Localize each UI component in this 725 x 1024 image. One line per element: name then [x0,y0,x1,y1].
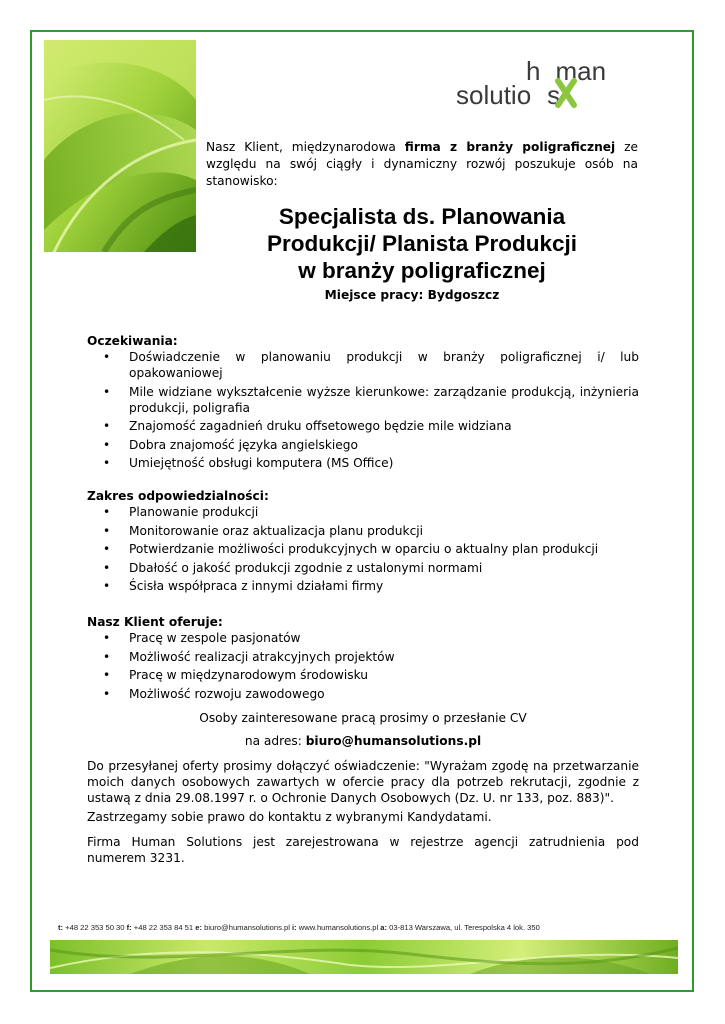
bullet-icon: • [103,631,111,645]
list-item: • Doświadczenie w planowaniu produkcji w branży poligraficznej i/ lub opakowaniowej [103,350,639,380]
footer-phone: +48 22 353 50 30 [63,923,127,932]
apply-instruction: Osoby zainteresowane pracą prosimy o przesłanie CV [199,711,527,725]
list-item: • Znajomość zagadnień druku offsetowego będzie mile widziana [103,419,512,433]
footer-fax: +48 22 353 84 51 [131,923,196,932]
logo-text-solutio: solutio [456,80,532,110]
reserve-paragraph: Zastrzegamy sobie prawo do kontaktu z wybranymi Kandydatami. [87,810,492,824]
list-item: • Dbałość o jakość produkcji zgodnie z ustalonymi normami [103,560,483,575]
job-title [206,203,638,284]
bullet-icon: • [103,523,111,538]
logo-text-s: s [547,80,561,110]
job-title-line-3: w branży poligraficznej [298,258,546,283]
logo-text-h: h [526,56,541,86]
company-logo [456,56,646,116]
apply-address: na adres: biuro@humansolutions.pl [244,734,482,748]
list-item: • Potwierdzanie możliwości produkcyjnych w oparciu o aktualny plan produkcji [103,542,599,556]
list-item: • Ścisła współpraca z innymi działami firmy [103,579,384,593]
footer-address: 03-813 Warszawa, ul. Terespolska 4 lok. 350 [387,923,540,932]
email-link[interactable]: biuro@humansolutions.pl [305,734,482,748]
responsibilities-heading: Zakres odpowiedzialności: [87,489,269,503]
bullet-icon: • [103,505,111,519]
footer-contact: t: +48 22 353 50 30 f: +48 22 353 84 51 e: biuro@humansolutions.pl i: www.humansolutions.pl a: 03-813 Warszawa, ul. Terespolska 4 lok. 350 [58,923,540,932]
offer-list [87,630,639,702]
footer-website[interactable]: www.humansolutions.pl [296,923,381,932]
footer-email[interactable]: biuro@humansolutions.pl [202,923,293,932]
job-title-line-2: Produkcji/ Planista Produkcji [266,231,578,256]
leaf-photo [44,40,196,252]
bullet-icon: • [103,350,111,364]
bullet-icon: • [103,437,111,452]
consent-paragraph: Do przesyłanej oferty prosimy dołączyć oświadczenie: "Wyrażam zgodę na przetwarzanie moich danych osobowych zawartych w ofercie pracy dla potrzeb rekrutacji, zgodnie z ustawą z dnia 29.08.1997 r. o Ochronie Danych Osobowych (Dz. U. nr 133, poz. 883)". [87,759,639,805]
list-item: • Możliwość rozwoju zawodowego [103,686,325,701]
list-item: • Monitorowanie oraz aktualizacja planu produkcji [103,523,424,538]
footer-leaves-banner [50,940,678,974]
list-item: • Możliwość realizacji atrakcyjnych projektów [103,649,395,664]
bullet-icon: • [103,686,111,701]
list-item: • Dobra znajomość języka angielskiego [103,437,358,452]
bullet-icon: • [103,649,111,664]
responsibilities-section [87,488,639,597]
workplace: Miejsce pracy: Bydgoszcz [324,288,500,302]
list-item: • Mile widziane wykształcenie wyższe kierunkowe: zarządzanie produkcją, inżynieria produkcji, poligrafia [103,384,639,415]
expectations-section [87,333,639,474]
registry-paragraph: Firma Human Solutions jest zarejestrowana w rejestrze agencji zatrudnienia pod numerem 3231. [87,835,639,865]
list-item: • Planowanie produkcji [103,505,259,519]
list-item: • Pracę w międzynarodowym środowisku [103,668,368,682]
industry-highlight: firma z branży poligraficznej [404,140,616,154]
bullet-icon: • [103,579,111,593]
expectations-list [87,349,639,471]
bullet-icon: • [103,419,111,433]
list-item: • Umiejętność obsługi komputera (MS Office) [103,456,394,470]
bullet-icon: • [103,542,111,556]
expectations-heading: Oczekiwania: [87,334,178,348]
bullet-icon: • [103,668,111,682]
bullet-icon: • [103,560,111,575]
logo-mark-icon [555,78,577,108]
bullet-icon: • [103,384,111,399]
intro-paragraph: Nasz Klient, międzynarodowa firma z branży poligraficznej ze względu na swój ciągły i dynamiczny rozwój poszukuje osób na stanowisko: [206,140,638,188]
responsibilities-list [87,504,639,594]
job-title-line-1: Specjalista ds. Planowania [278,204,566,229]
bullet-icon: • [103,456,111,470]
offer-heading: Nasz Klient oferuje: [87,615,223,629]
offer-section [87,614,639,704]
logo-text-man: man [555,56,607,86]
list-item: • Pracę w zespole pasjonatów [103,631,301,645]
